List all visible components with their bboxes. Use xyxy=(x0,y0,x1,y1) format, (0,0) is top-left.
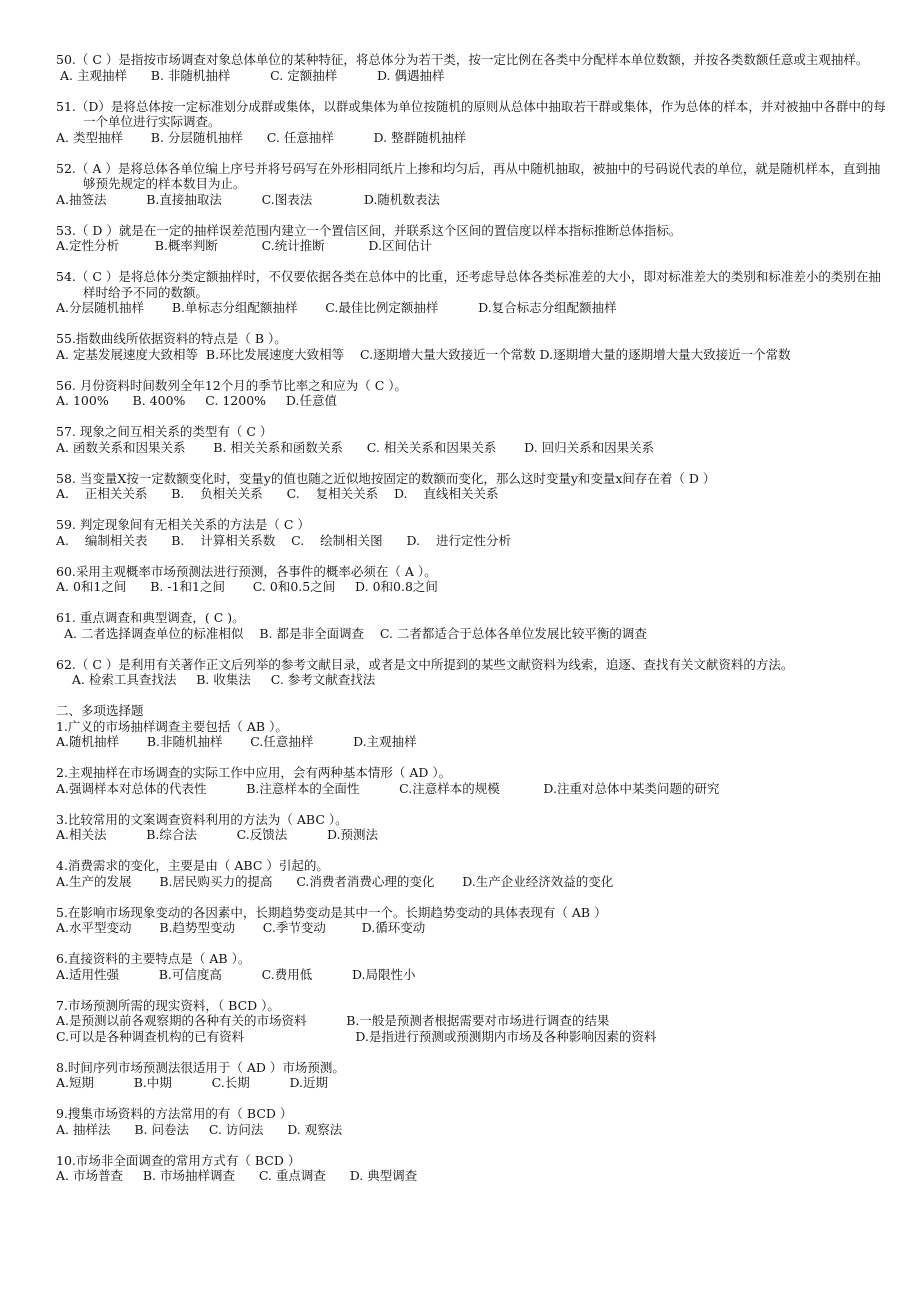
question-item xyxy=(56,564,886,595)
question-stem: 59. 判定现象间有无相关关系的方法是（ C ） xyxy=(56,517,310,532)
spacer xyxy=(56,641,886,657)
question-options: A.短期 B.中期 C.长期 D.近期 xyxy=(56,1075,329,1090)
question-item xyxy=(56,765,886,796)
question-options: A. 二者选择调查单位的标准相似 B. 都是非全面调查 C. 二者都适合于总体各单位发展比较平衡的调查 xyxy=(56,625,647,641)
question-item xyxy=(56,269,886,316)
question-options: A. 编制相关表 B. 计算相关系数 C. 绘制相关图 D. 进行定性分析 xyxy=(56,532,511,548)
spacer xyxy=(56,1137,886,1153)
question-options: A.水平型变动 B.趋势型变动 C.季节变动 D.循环变动 xyxy=(56,920,426,935)
spacer xyxy=(56,843,886,859)
question-item xyxy=(56,517,886,548)
question-stem: 60.采用主观概率市场预测法进行预测，各事件的概率必须在（ A ）。 xyxy=(56,563,437,579)
question-item xyxy=(56,1106,886,1137)
spacer xyxy=(56,362,886,378)
exam-page xyxy=(56,52,886,1199)
question-stem: 5.在影响市场现象变动的各因素中，长期趋势变动是其中一个。长期趋势变动的具体表现有（ AB ） xyxy=(56,904,607,920)
question-item xyxy=(56,331,886,362)
spacer xyxy=(56,1184,886,1200)
question-stem: 52.（ A ）是将总体各单位编上序号并将号码写在外形相同纸片上掺和均匀后，再从中随机抽取，被抽中的号码说代表的单位，就是随机样本，直到抽够预先规定的样本数目为止。 xyxy=(56,160,881,191)
question-stem: 10.市场非全面调查的常用方式有（ BCD ） xyxy=(56,1152,301,1168)
question-item xyxy=(56,905,886,936)
question-item xyxy=(56,471,886,502)
question-options: A.随机抽样 B.非随机抽样 C.任意抽样 D.主观抽样 xyxy=(56,734,417,749)
question-options: A.是预测以前各观察期的各种有关的市场资料 B.一般是预测者根据需要对市场进行调查的结果 C.可以是各种调查机构的已有资料 D.是指进行预测或预测期内市场及各种影响因素的资料 xyxy=(56,1013,657,1044)
question-item xyxy=(56,1153,886,1184)
question-stem: 56. 月份资料时间数列全年12个月的季节比率之和应为（ C ）。 xyxy=(56,377,408,393)
question-stem: 3.比较常用的文案调查资料利用的方法为（ ABC ）。 xyxy=(56,811,348,827)
spacer xyxy=(56,688,886,704)
spacer xyxy=(56,548,886,564)
spacer xyxy=(56,455,886,471)
question-options: A.相关法 B.综合法 C.反馈法 D.预测法 xyxy=(56,827,379,842)
question-options: A.分层随机抽样 B.单标志分组配额抽样 C.最佳比例定额抽样 D.复合标志分组配额抽样 xyxy=(56,300,617,315)
question-item xyxy=(56,161,886,208)
question-item xyxy=(56,424,886,455)
question-options: A. 正相关关系 B. 负相关关系 C. 复相关关系 D. 直线相关关系 xyxy=(56,486,499,501)
spacer xyxy=(56,83,886,99)
spacer xyxy=(56,936,886,952)
spacer xyxy=(56,207,886,223)
question-options: A. 抽样法 B. 问卷法 C. 访问法 D. 观察法 xyxy=(56,1121,343,1137)
question-options: A.定性分析 B.概率判断 C.统计推断 D.区间估计 xyxy=(56,238,432,253)
question-stem: 6.直接资料的主要特点是（ AB ）。 xyxy=(56,951,251,966)
spacer xyxy=(56,1091,886,1107)
question-stem: 54.（ C ）是将总体分类定额抽样时，不仅要依据各类在总体中的比重，还考虑导总体各类标准差的大小，即对标准差大的类别和标准差小的类别在抽样时给予不同的数额。 xyxy=(56,269,881,300)
question-item xyxy=(56,719,886,750)
question-options: A. 100% B. 400% C. 1200% D.任意值 xyxy=(56,393,337,408)
question-options: A.强调样本对总体的代表性 B.注意样本的全面性 C.注意样本的规模 D.注重对总体中某类问题的研究 xyxy=(56,780,720,796)
question-stem: 7.市场预测所需的现实资料，（ BCD ）。 xyxy=(56,997,280,1013)
question-item xyxy=(56,657,886,688)
question-options: A. 类型抽样 B. 分层随机抽样 C. 任意抽样 D. 整群随机抽样 xyxy=(56,129,467,145)
question-stem: 4.消费需求的变化，主要是由（ ABC ）引起的。 xyxy=(56,858,329,873)
question-stem: 58. 当变量X按一定数额变化时，变量y的值也随之近似地按固定的数额而变化，那么这时变量y和变量x间存在着（ D ） xyxy=(56,470,716,486)
question-item xyxy=(56,378,886,409)
question-item xyxy=(56,951,886,982)
spacer xyxy=(56,796,886,812)
question-stem: 50.（ C ）是指按市场调查对象总体单位的某种特征，将总体分为若干类，按一定比例在各类中分配样本单位数额，并按各类数额任意或主观抽样。 xyxy=(56,52,869,67)
question-stem: 62.（ C ）是利用有关著作正文后列举的参考文献目录，或者是文中所提到的某些文献资料为线索，追逐、查找有关文献资料的方法。 xyxy=(56,656,794,672)
spacer xyxy=(56,595,886,611)
question-stem: 9.搜集市场资料的方法常用的有（ BCD ） xyxy=(56,1106,293,1121)
question-stem: 55.指数曲线所依据资料的特点是（ B ）。 xyxy=(56,331,287,346)
section-title: 二、多项选择题 xyxy=(56,703,144,718)
question-stem: 8.时间序列市场预测法很适用于（ AD ）市场预测。 xyxy=(56,1059,345,1075)
question-options: A. 0和1之间 B. -1和1之间 C. 0和0.5之间 D. 0和0.8之间 xyxy=(56,579,438,594)
question-options: A. 市场普查 B. 市场抽样调查 C. 重点调查 D. 典型调查 xyxy=(56,1168,418,1183)
question-stem: 1.广义的市场抽样调查主要包括（ AB ）。 xyxy=(56,718,288,734)
question-item xyxy=(56,610,886,641)
spacer xyxy=(56,316,886,332)
spacer xyxy=(56,889,886,905)
question-stem: 51.（D）是将总体按一定标准划分成群或集体，以群或集体为单位按随机的原则从总体中抽取若干群或集体，作为总体的样本，并对被抽中各群中的每一个单位进行实际调查。 xyxy=(56,98,886,129)
spacer xyxy=(56,145,886,161)
question-item xyxy=(56,1060,886,1091)
question-stem: 2.主观抽样在市场调查的实际工作中应用，会有两种基本情形（ AD ）。 xyxy=(56,765,452,780)
question-options: A. 主观抽样 B. 非随机抽样 C. 定额抽样 D. 偶遇抽样 xyxy=(56,67,445,83)
question-options: A.抽签法 B.直接抽取法 C.图表法 D.随机数表法 xyxy=(56,191,440,207)
question-item xyxy=(56,812,886,843)
spacer xyxy=(56,409,886,425)
question-item xyxy=(56,223,886,254)
question-stem: 53.（ D ）就是在一定的抽样误差范围内建立一个置信区间，并联系这个区间的置信度以样本指标推断总体指标。 xyxy=(56,222,682,238)
question-item xyxy=(56,858,886,889)
spacer xyxy=(56,502,886,518)
question-stem: 57. 现象之间互相关系的类型有（ C ） xyxy=(56,424,273,439)
spacer xyxy=(56,254,886,270)
question-options: A.生产的发展 B.居民购买力的提高 C.消费者消费心理的变化 D.生产企业经济效益的变化 xyxy=(56,873,614,889)
question-options: A. 函数关系和因果关系 B. 相关关系和函数关系 C. 相关关系和因果关系 D. 回归关系和因果关系 xyxy=(56,439,655,455)
spacer xyxy=(56,750,886,766)
spacer xyxy=(56,982,886,998)
question-options: A. 检索工具查找法 B. 收集法 C. 参考文献查找法 xyxy=(56,672,376,687)
question-item xyxy=(56,99,886,146)
spacer xyxy=(56,1044,886,1060)
question-options: A. 定基发展速度大致相等 B.环比发展速度大致相等 C.逐期增大量大致接近一个常数 D.逐期增大量的逐期增大量大致接近一个常数 xyxy=(56,346,791,362)
question-item xyxy=(56,52,886,83)
question-item xyxy=(56,998,886,1045)
question-options: A.适用性强 B.可信度高 C.费用低 D.局限性小 xyxy=(56,966,416,982)
question-stem: 61. 重点调查和典型调查，( C )。 xyxy=(56,610,245,625)
